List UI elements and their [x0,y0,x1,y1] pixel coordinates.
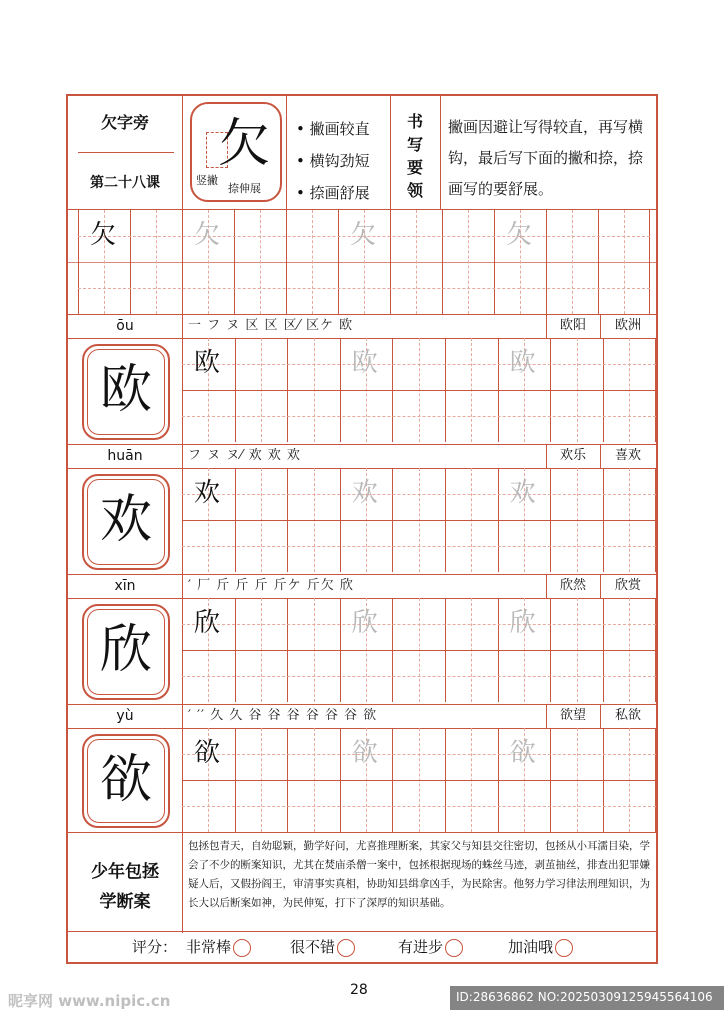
word-1: 欢乐 [559,448,586,463]
story-section [68,832,656,932]
stroke-order: ′ ′′ 久 久 谷 谷 谷 谷 谷 谷 欲 [188,708,378,723]
rating-option-1[interactable]: 非常棒 [186,932,251,962]
model-char: 欢 [194,478,221,508]
char-block-3 [68,574,656,704]
story-title-2: 学断案 [99,892,151,912]
big-char: 欣 [99,620,152,680]
model-char: 欧 [194,348,221,378]
stroke-order: ′ 厂 斤 斤 斤 斤ケ 斤欠 欣 [188,578,354,593]
radical-grid [78,210,650,314]
pinyin: ōu [116,318,134,334]
stroke-order: 一 フ ヌ 区 区 区⁄ 区ケ 欧 [188,318,354,333]
tip-2: • 横钩劲短 [296,152,370,170]
char-block-4 [68,704,656,832]
rating-circle[interactable] [337,939,355,957]
lesson-label: 第二十八课 [90,175,160,191]
pinyin: huān [107,448,143,464]
rating-option-4[interactable]: 加油哦 [508,932,573,962]
radical-ghost: 欠 [350,220,377,250]
watermark-left: 昵享网 www.nipic.cn [8,992,171,1010]
pinyin: yù [116,708,134,724]
ghost-char: 欲 [509,738,536,768]
radical-label-bottom: 捺伸展 [228,182,261,195]
word-2: 私欲 [614,708,641,723]
rating-bar [68,932,656,962]
big-char: 欲 [99,750,152,810]
worksheet [66,94,658,964]
rating-circle[interactable] [555,939,573,957]
rating-circle[interactable] [445,939,463,957]
watermark-right: ID:28636862 NO:20250309125945564106 [456,990,713,1004]
char-block-1 [68,314,656,444]
tip-3: • 捺画舒展 [296,184,370,202]
radical-model-char: 欠 [218,114,271,174]
rating-option-3[interactable]: 有进步 [398,932,463,962]
page-number: 28 [350,982,368,998]
ghost-char: 欲 [351,738,378,768]
rating-circle[interactable] [233,939,251,957]
tip-1: • 撇画较直 [296,120,370,138]
stroke-order: フ ヌ ヌ⁄ 欢 欢 欢 [188,448,301,463]
radical-title: 欠字旁 [100,113,149,132]
key-text: 撇画因避让写得较直，再写横钩，最后写下面的撇和捺，捺画写的要舒展。 [448,118,644,198]
radical-ghost: 欠 [506,220,533,250]
ghost-char: 欢 [351,478,378,508]
word-1: 欣然 [559,578,586,593]
model-char: 欣 [194,608,221,638]
word-2: 欣赏 [614,578,641,593]
story-text: 包拯包青天，自幼聪颖，勤学好问，尤喜推理断案，其家父与知县交往密切，包拯从小耳濡目染，学会了不少的断案知识，尤其在焚庙杀僧一案中，包拯根据现场的蛛丝马迹，剥茧抽丝，排查出犯罪嫌疑人后，又假扮阎王，审清事实真相，协助知县缉拿凶手，为民除害。他努力学习律法刑理知识，为长大以后断案如神，为民伸冤，打下了深厚的知识基础。 [188,840,650,909]
radical-ghost: 欠 [194,220,221,250]
key-label: 书 写 要 领 [406,112,423,200]
ghost-char: 欧 [509,348,536,378]
radical-model: 欠 [90,220,117,250]
word-1: 欲望 [559,708,586,723]
model-char: 欲 [194,738,221,768]
rating-label: 评分： [132,938,178,956]
big-char: 欧 [99,360,152,420]
word-1: 欧阳 [559,318,586,333]
char-block-2 [68,444,656,574]
ghost-char: 欣 [509,608,536,638]
rating-option-2[interactable]: 很不错 [290,932,355,962]
word-2: 喜欢 [614,448,641,463]
radical-label-left: 竖撇 [196,174,218,187]
story-title-1: 少年包拯 [91,862,159,882]
ghost-char: 欧 [351,348,378,378]
ghost-char: 欢 [509,478,536,508]
pinyin: xīn [114,578,136,594]
word-2: 欧洲 [614,318,641,333]
ghost-char: 欣 [351,608,378,638]
big-char: 欢 [99,490,152,550]
header [68,96,656,210]
